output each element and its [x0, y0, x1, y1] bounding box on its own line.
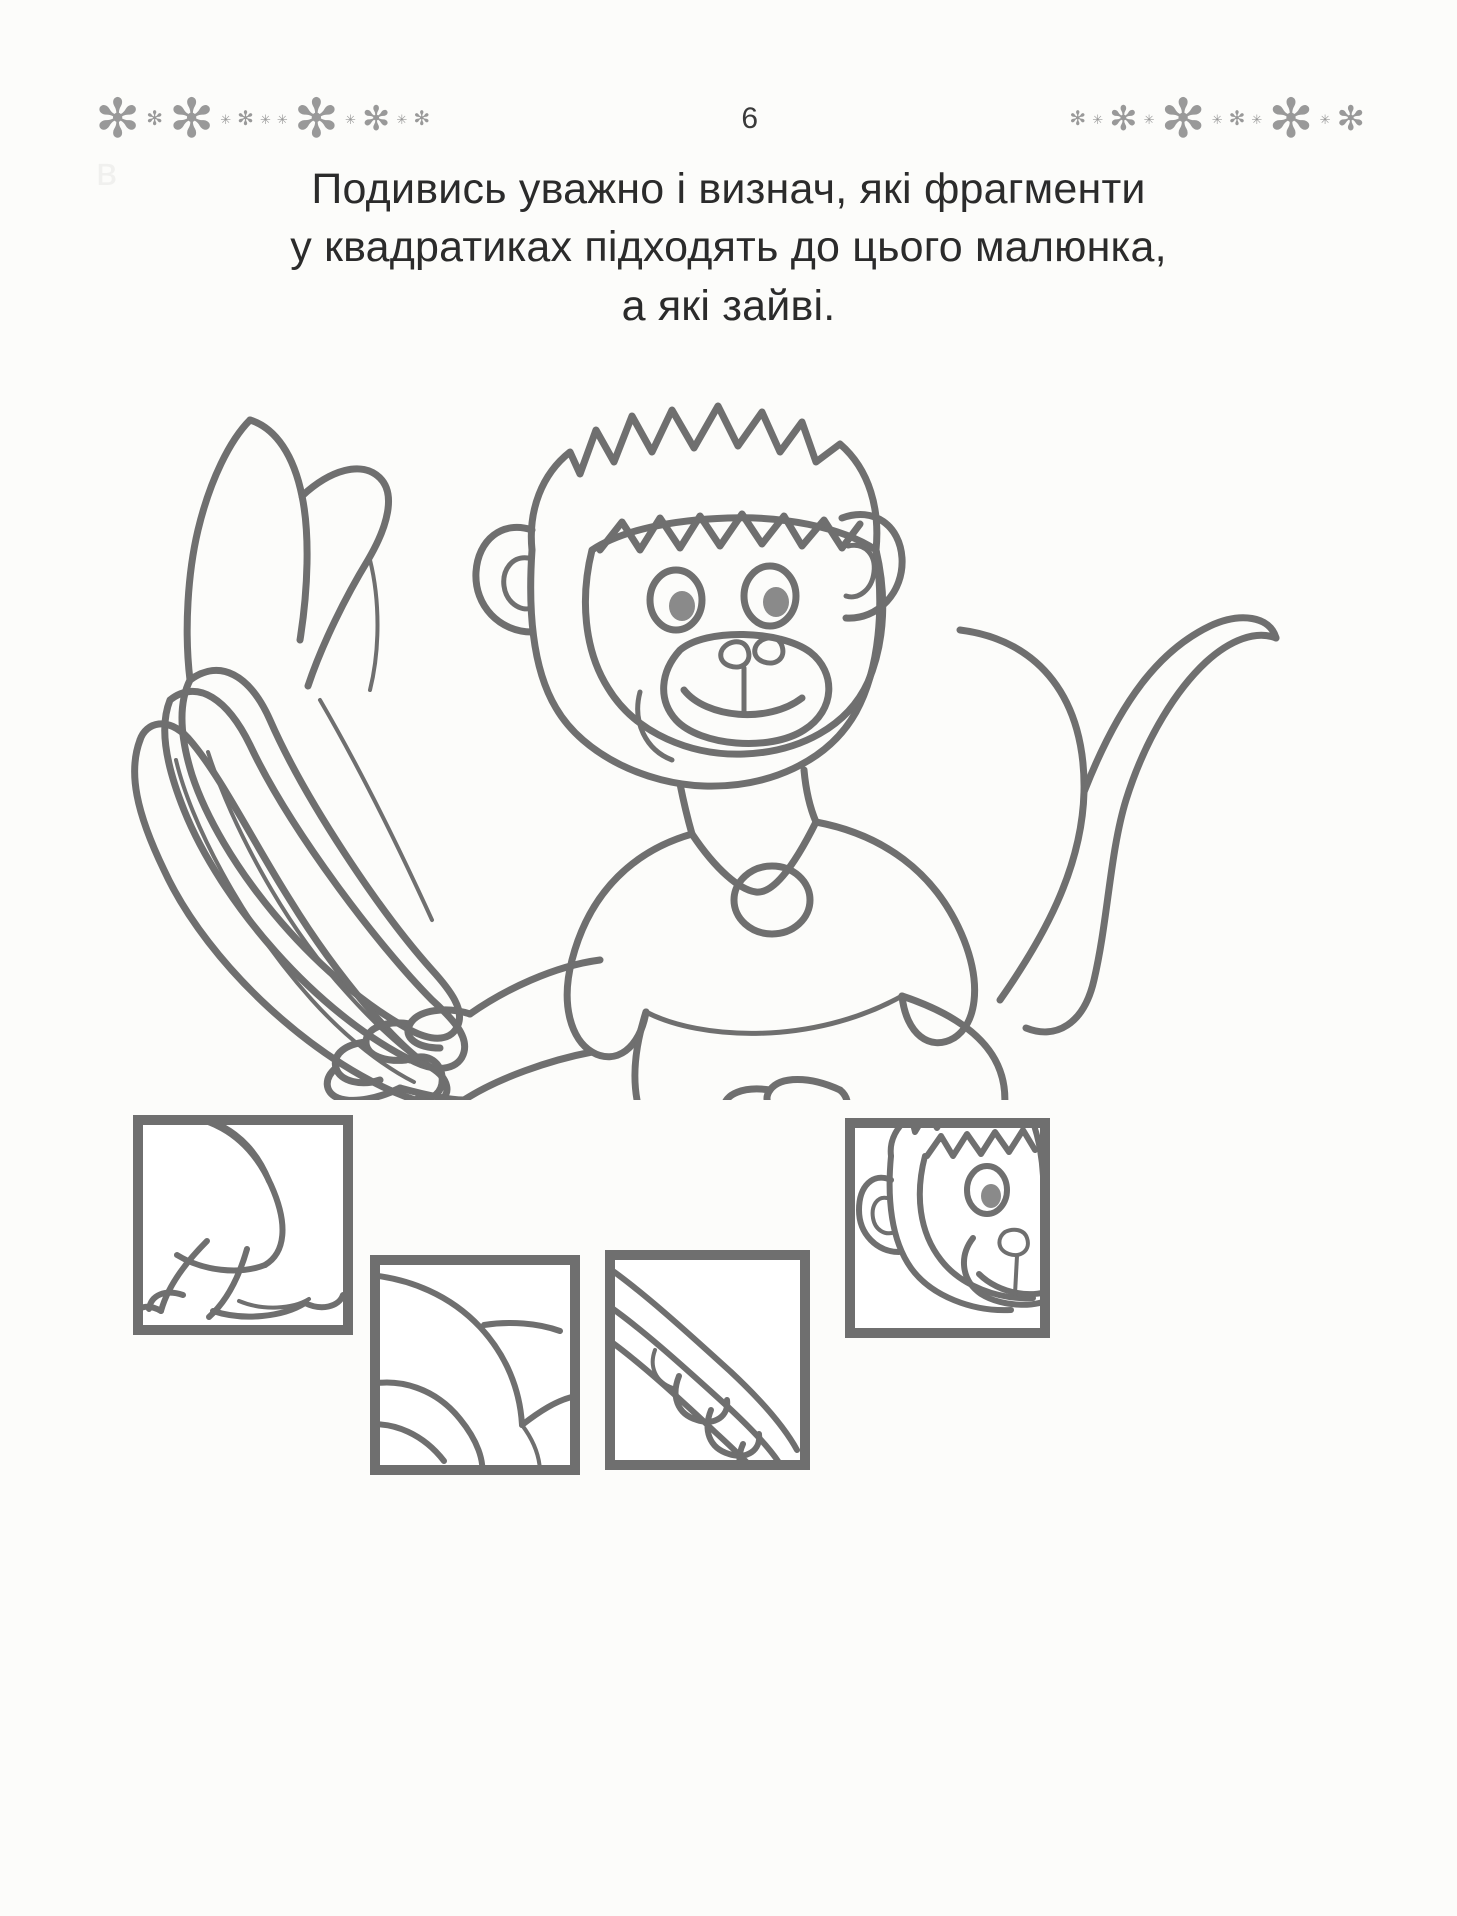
- flower-icon: ✳: [259, 111, 271, 127]
- flower-icon: ✻: [95, 89, 141, 149]
- flower-icon: ✳: [396, 111, 408, 127]
- instruction-text: [0, 160, 1457, 335]
- fragment-4-box[interactable]: [845, 1118, 1050, 1338]
- flower-icon: ✳: [1092, 111, 1104, 127]
- flower-icon: ✳: [1319, 111, 1331, 127]
- instruction-line-1: Подивись уважно і визнач, які фрагменти: [311, 165, 1146, 213]
- fragment-2-box[interactable]: [370, 1255, 580, 1475]
- instruction-line-2: у квадратиках підходять до цього малюнка,: [290, 223, 1167, 272]
- print-artifact: в: [96, 150, 118, 194]
- flower-icon: ✻: [1228, 108, 1246, 130]
- fragment-1-box[interactable]: [133, 1115, 353, 1335]
- flower-icon: ✳: [345, 111, 356, 127]
- flower-icon: ✻: [293, 89, 339, 149]
- monkey-with-bananas-illustration: [80, 400, 1380, 1100]
- monkey-group: [327, 406, 1276, 1100]
- flower-icon: ✳: [220, 111, 232, 127]
- fragment-boxes: [0, 1100, 1457, 1520]
- flower-icon: ✳: [1211, 111, 1223, 127]
- flower-icon: ✻: [1069, 108, 1087, 130]
- flower-icon: ✻: [169, 89, 215, 149]
- flower-icon: ✻: [1336, 100, 1365, 138]
- flower-border-left: [95, 89, 431, 149]
- flower-icon: ✻: [1160, 89, 1206, 149]
- page-number: 6: [741, 102, 759, 135]
- bananas-group: [135, 420, 465, 1100]
- flower-icon: ✻: [146, 108, 164, 130]
- flower-icon: ✻: [413, 108, 431, 130]
- flower-icon: ✳: [276, 111, 288, 127]
- flower-border-right: [1069, 89, 1365, 149]
- flower-icon: ✻: [237, 108, 254, 130]
- flower-icon: ✳: [1143, 111, 1155, 127]
- flower-icon: ✳: [1251, 111, 1263, 127]
- fragment-3-box[interactable]: [605, 1250, 810, 1470]
- flower-icon: ✻: [361, 100, 391, 138]
- instruction-line-3: а які зайві.: [621, 281, 836, 330]
- decorative-flower-border: [95, 78, 1365, 160]
- flower-icon: ✻: [1268, 89, 1314, 149]
- flower-icon: ✻: [1109, 100, 1138, 138]
